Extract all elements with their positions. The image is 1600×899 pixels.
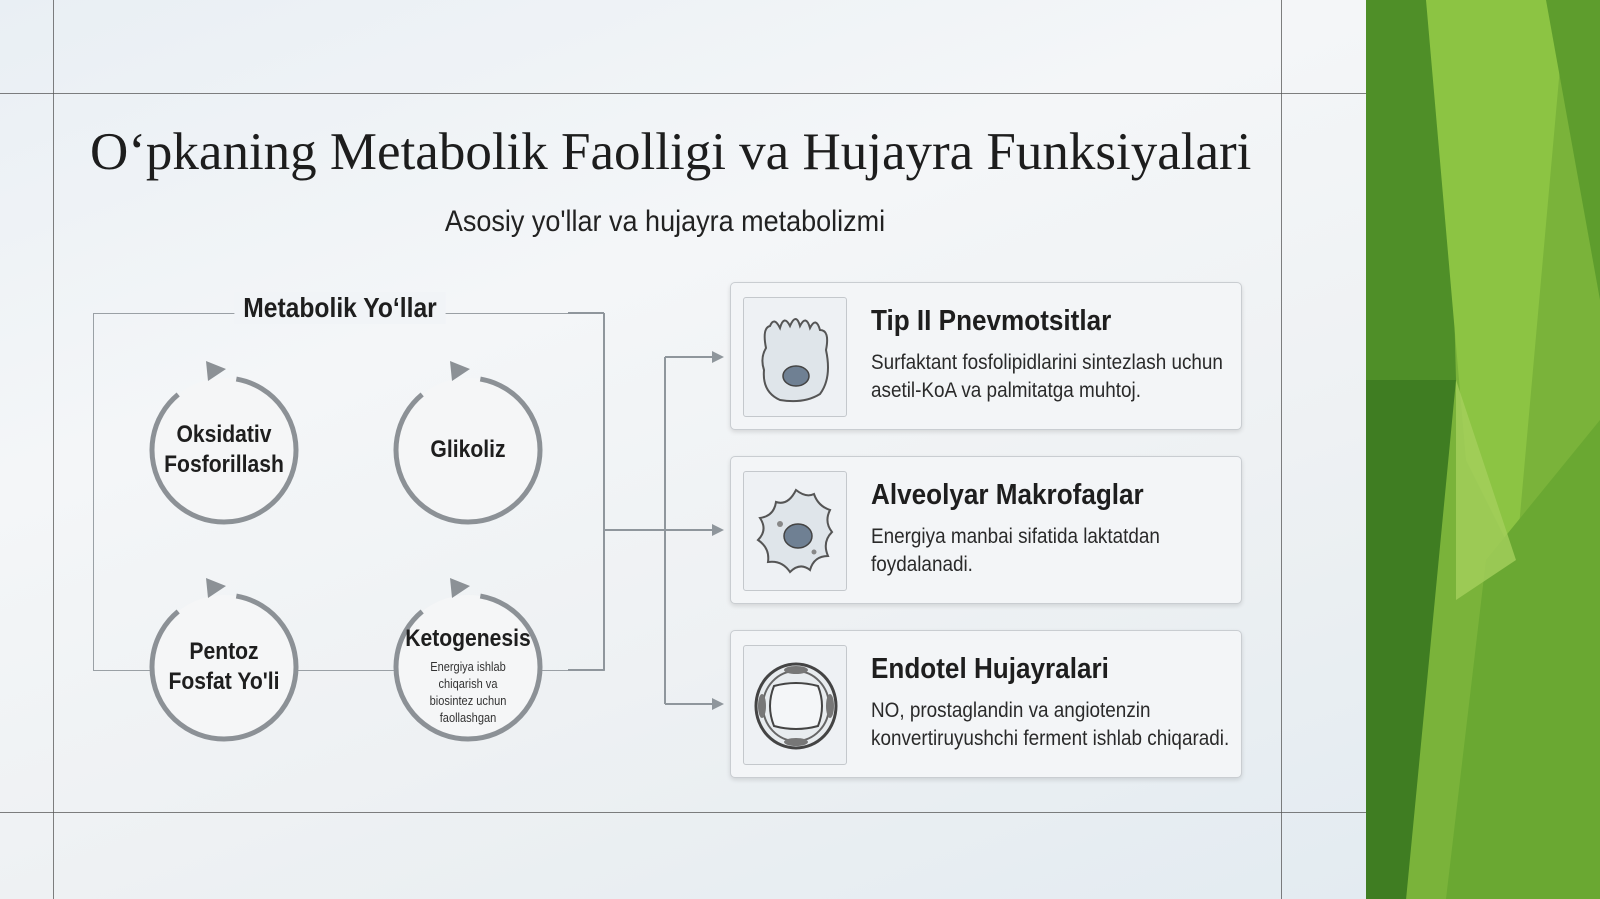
slide-title: O‘pkaning Metabolik Faolligi va Hujayra Funksiyalari <box>90 123 1252 181</box>
cell-title: Alveolyar Makrofaglar <box>871 479 1144 511</box>
cell-card-alveolar-macrophages <box>730 456 1242 604</box>
pathways-heading: Metabolik Yo‘llar <box>234 292 445 324</box>
cell-description: NO, prostaglandin va angiotenzin konvertiruyushchi ferment ishlab chiqaradi. <box>871 699 1230 750</box>
pathway-pentose-phosphate <box>148 572 300 754</box>
pathway-label: Pentoz Fosfat Yo'li <box>168 638 280 695</box>
pneumocyte-icon <box>743 297 847 417</box>
cell-title: Tip II Pnevmotsitlar <box>871 305 1112 337</box>
pathway-label: Oksidativ Fosforillash <box>164 421 284 478</box>
pathway-ketogenesis <box>392 572 544 754</box>
pathway-label: Glikoliz <box>430 436 506 463</box>
pathway-description: Energiya ishlab chiqarish va biosintez uchun faollashgan <box>429 659 507 725</box>
slide-subtitle: Asosiy yo'llar va hujayra metabolizmi <box>444 205 886 238</box>
cell-card-type2-pneumocytes <box>730 282 1242 430</box>
green-decoration <box>1366 0 1600 899</box>
cell-description: Surfaktant fosfolipidlarini sintezlash uchun asetil-KoA va palmitatga muhtoj. <box>871 351 1223 402</box>
macrophage-icon <box>743 471 847 591</box>
pathway-glycolysis <box>392 355 544 537</box>
cell-title: Endotel Hujayralari <box>871 653 1109 685</box>
endothelial-cell-icon <box>743 645 847 765</box>
pathway-label: Ketogenesis <box>405 625 531 652</box>
cell-card-endothelial <box>730 630 1242 778</box>
cell-description: Energiya manbai sifatida laktatdan foydalanadi. <box>871 525 1160 576</box>
pathway-oxidative-phosphorylation <box>148 355 300 537</box>
